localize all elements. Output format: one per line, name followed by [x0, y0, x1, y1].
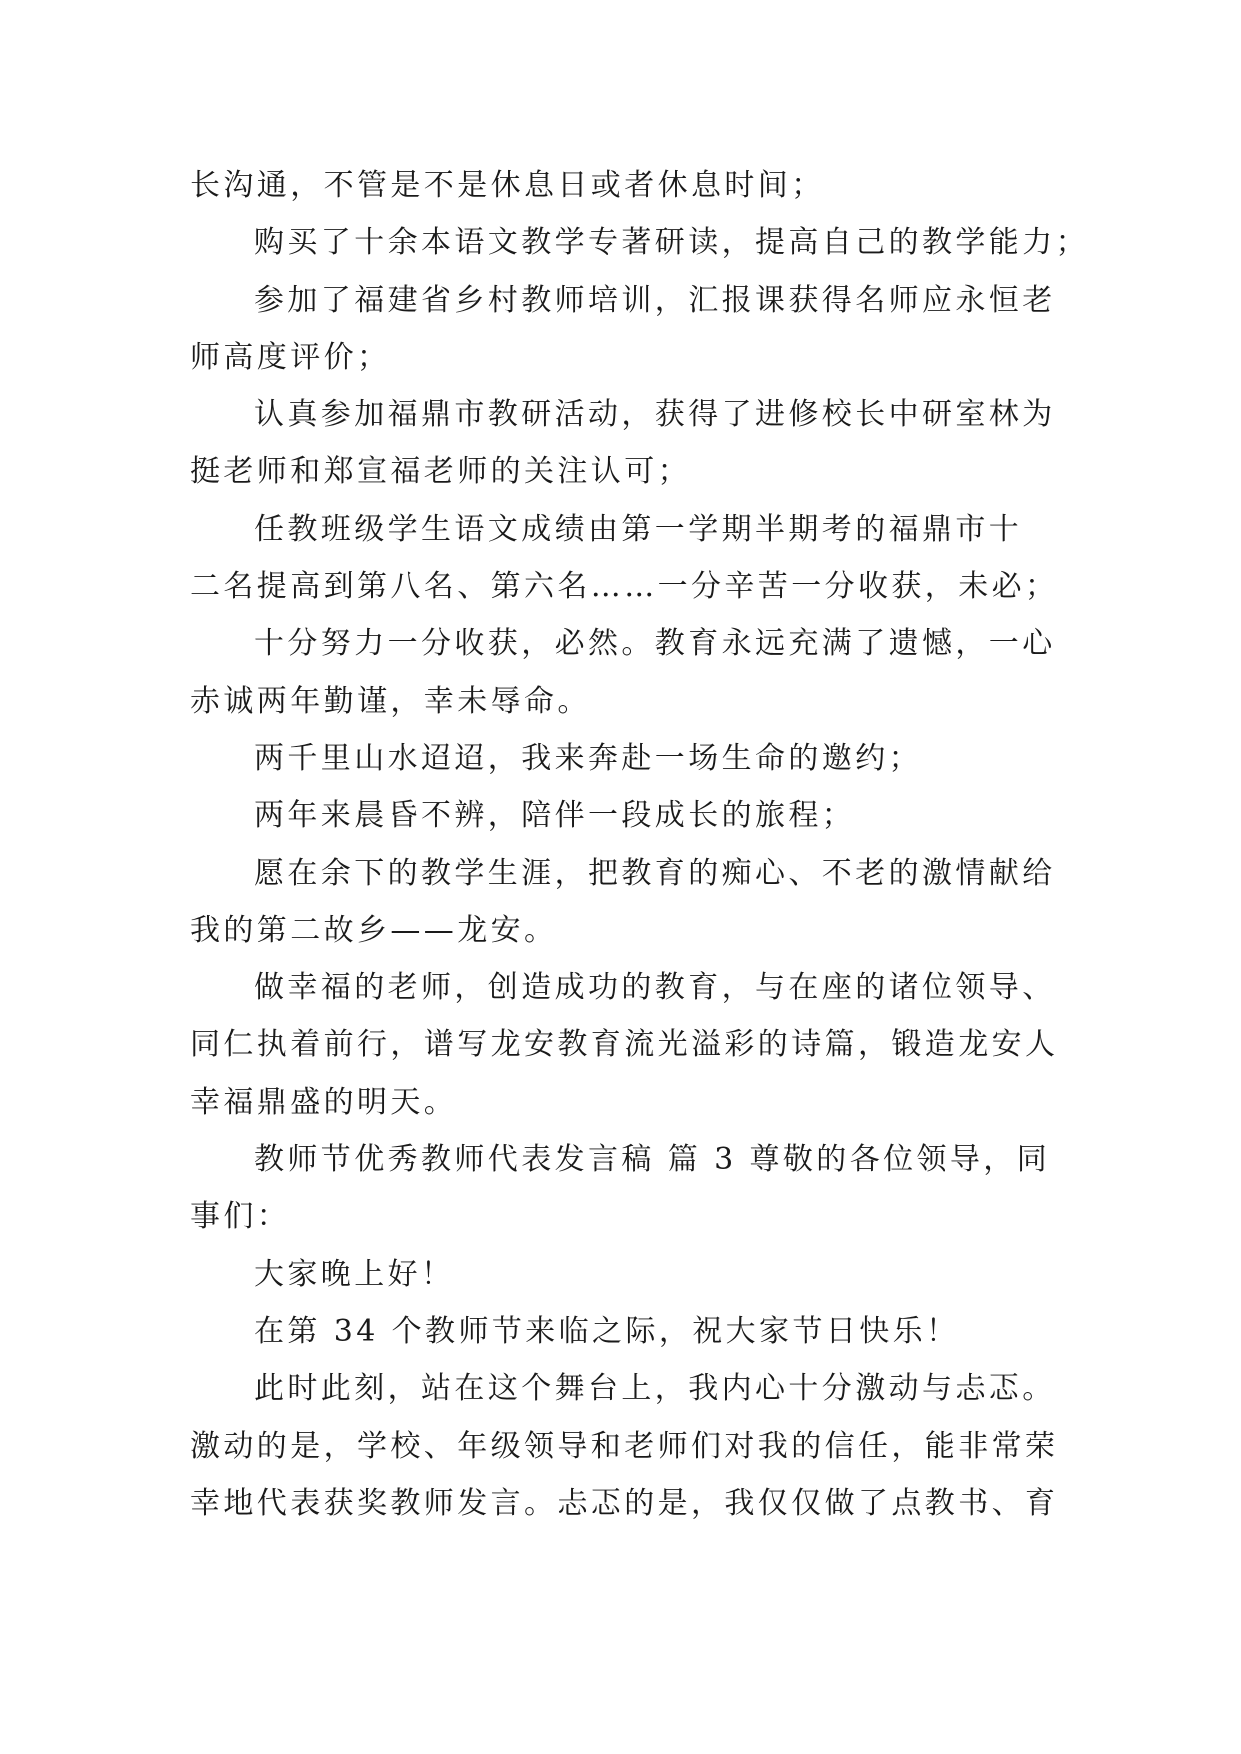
- text-line: 二名提高到第八名、第六名……一分辛苦一分收获，未必；: [190, 569, 1059, 605]
- text-line: 在第 34 个教师节来临之际，祝大家节日快乐！: [254, 1313, 960, 1349]
- text-line: 此时此刻，站在这个舞台上，我内心十分激动与忐忑。: [254, 1371, 1056, 1407]
- body-text: [190, 157, 1089, 1532]
- text-line: 购买了十余本语文教学专著研读，提高自己的教学能力；: [254, 225, 1089, 261]
- text-line: 幸地代表获奖教师发言。忐忑的是，我仅仅做了点教书、育: [190, 1485, 1059, 1521]
- text-line: 赤诚两年勤谨，幸未辱命。: [190, 683, 591, 719]
- text-line: 十分努力一分收获，必然。教育永远充满了遗憾，一心: [254, 626, 1056, 662]
- text-line: 我的第二故乡——龙安。: [190, 912, 558, 948]
- text-line: 幸福鼎盛的明天。: [190, 1084, 458, 1120]
- text-line: 同仁执着前行，谱写龙安教育流光溢彩的诗篇，锻造龙安人: [190, 1027, 1059, 1063]
- text-line: 愿在余下的教学生涯，把教育的痴心、不老的激情献给: [254, 855, 1056, 891]
- text-line: 参加了福建省乡村教师培训，汇报课获得名师应永恒老: [254, 282, 1056, 318]
- text-line: 激动的是，学校、年级领导和老师们对我的信任，能非常荣: [190, 1428, 1059, 1464]
- text-line: 任教班级学生语文成绩由第一学期半期考的福鼎市十: [254, 511, 1023, 547]
- text-line: 两千里山水迢迢，我来奔赴一场生命的邀约；: [254, 740, 922, 776]
- text-line: 认真参加福鼎市教研活动，获得了进修校长中研室林为: [254, 397, 1056, 433]
- text-line: 长沟通，不管是不是休息日或者休息时间；: [190, 168, 825, 203]
- text-line: 做幸福的老师，创造成功的教育，与在座的诸位领导、: [254, 970, 1056, 1006]
- text-line: 师高度评价；: [190, 339, 391, 375]
- text-line: 两年来晨昏不辨，陪伴一段成长的旅程；: [254, 798, 856, 834]
- text-line: 事们：: [190, 1199, 291, 1235]
- text-line: 挺老师和郑宣福老师的关注认可；: [190, 454, 691, 490]
- greeting-line: 大家晚上好！: [254, 1256, 455, 1292]
- section-heading-line: 教师节优秀教师代表发言稿 篇 3 尊敬的各位领导，同: [254, 1142, 1051, 1178]
